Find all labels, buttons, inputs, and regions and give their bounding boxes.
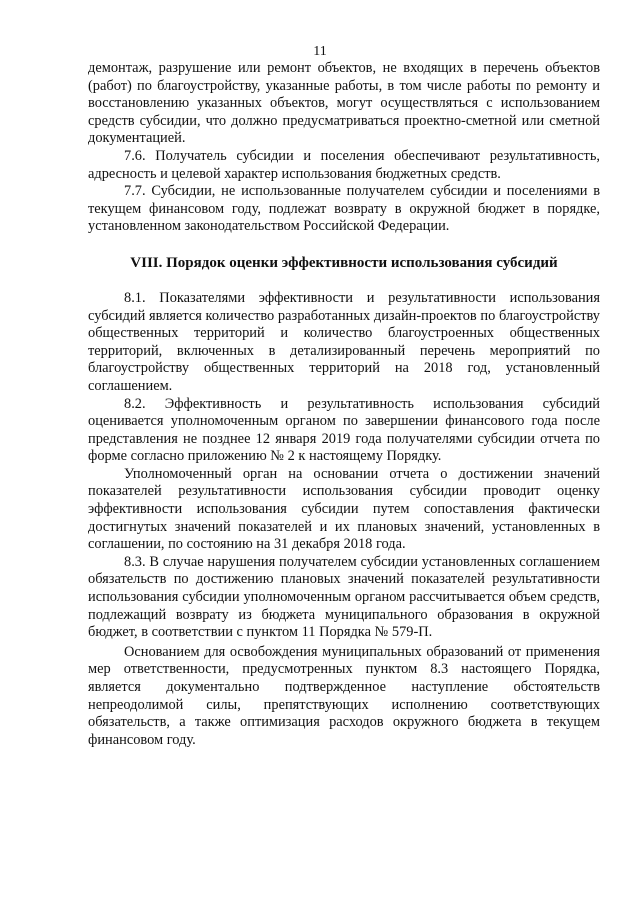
- paragraph-7-5-continuation: демонтаж, разрушение или ремонт объектов, не входящих в перечень объектов (работ) по благоустройству, указанные работы, в том числе работы по ремонту и восстановлению указанных объектов, могут осуществляться с использованием средств субсидии, что должно предусматриваться проектно-сметной или сметной документацией.: [88, 60, 600, 147]
- section-heading: VIII. Порядок оценки эффективности использования субсидий: [130, 254, 558, 271]
- paragraph-8-1: 8.1. Показателями эффективности и результативности использования субсидий является количество разработанных дизайн-проектов по благоустройству общественных территорий и количество благоустроенных общественных территорий, включенных в детализированный перечень мероприятий по благоустройству общественных территорий на 2018 год, установленный соглашением.: [88, 289, 600, 394]
- page-number: 11: [313, 44, 327, 59]
- paragraph-8-3: 8.3. В случае нарушения получателем субсидии установленных соглашением обязательств по достижению плановых значений показателей результативности использования субсидии уполномоченным органом рассчитывается объем средств, подлежащий возврату из бюджета муниципального образования в окружной бюджет, в соответствии с пунктом 11 Порядка № 579-П.: [88, 553, 600, 641]
- paragraph-8-2-continuation: Уполномоченный орган на основании отчета о достижении значений показателей результативности использования субсидии проводит оценку эффективности использования субсидии путем сопоставления фактически достигнутых значений показателей и их плановых значений, установленных в соглашении, по состоянию на 31 декабря 2018 года.: [88, 465, 600, 553]
- document-body: [88, 60, 600, 749]
- paragraph-7-7: 7.7. Субсидии, не использованные получателем субсидии и поселениями в текущем финансовом году, подлежат возврату в окружной бюджет в порядке, установленном законодательством Российской Федерации.: [88, 183, 600, 235]
- paragraph-8-2: 8.2. Эффективность и результативность использования субсидий оценивается уполномоченным органом по завершении финансового года после представления не позднее 12 января 2019 года получателями субсидии отчета по форме согласно приложению № 2 к настоящему Порядку.: [88, 395, 600, 465]
- paragraph-7-6: 7.6. Получатель субсидии и поселения обеспечивают результативность, адресность и целевой характер использования бюджетных средств.: [88, 147, 600, 182]
- paragraph-final: Основанием для освобождения муниципальных образований от применения мер ответственности, предусмотренных пунктом 8.3 настоящего Порядка, является документально подтвержденное наступление обстоятельств непреодолимой силы, препятствующих исполнению соответствующих обязательств, а также оптимизация расходов окружного бюджета в текущем финансовом году.: [88, 643, 600, 748]
